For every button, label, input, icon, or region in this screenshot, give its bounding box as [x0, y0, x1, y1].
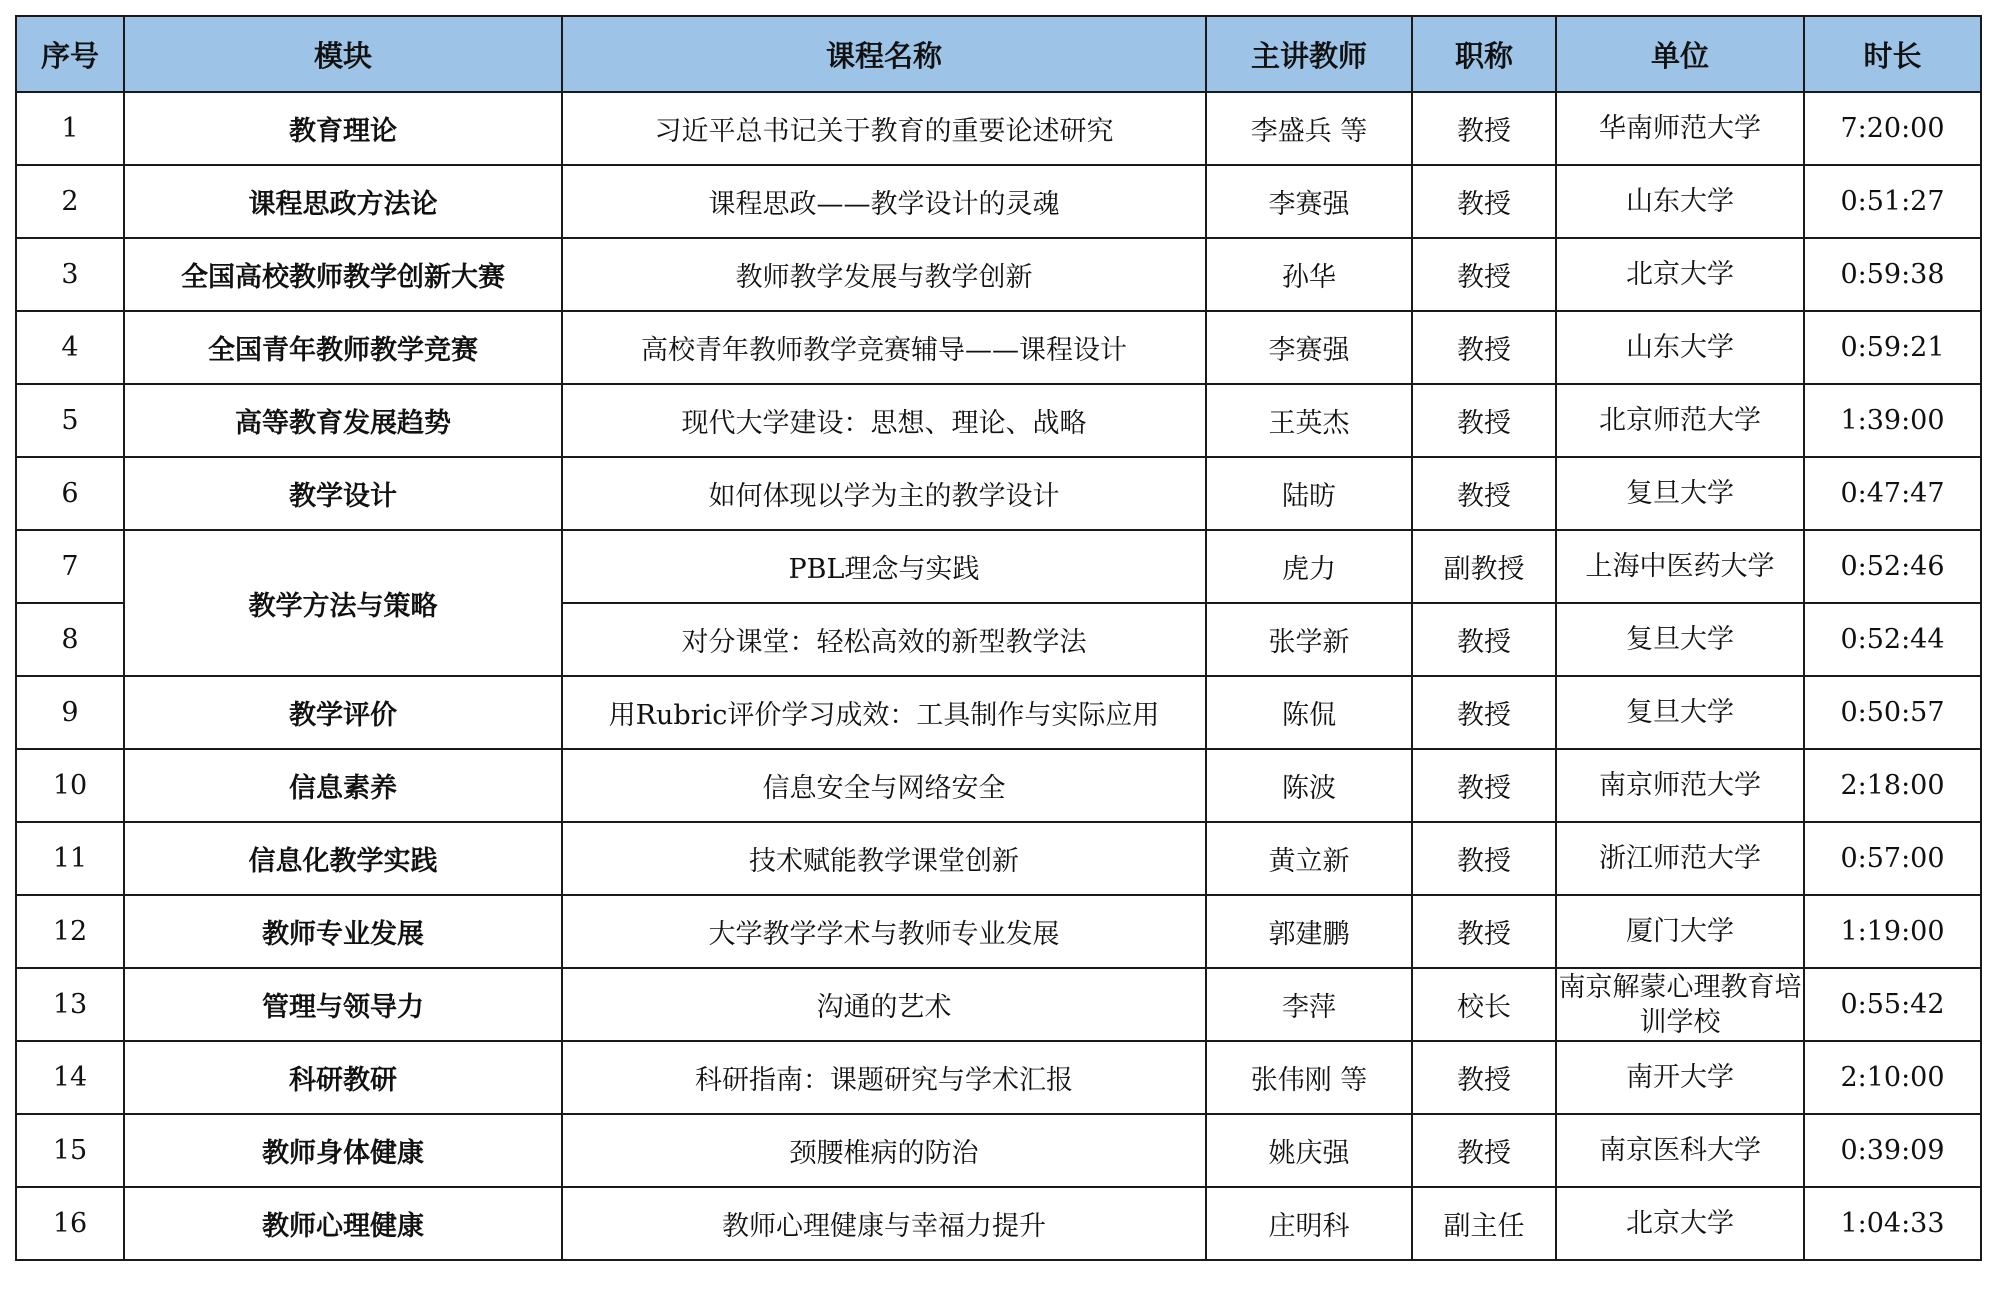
cell-duration: 0:51:27	[1804, 165, 1981, 238]
cell-org: 南开大学	[1556, 1041, 1804, 1114]
cell-org: 南京师范大学	[1556, 749, 1804, 822]
cell-course: 教师心理健康与幸福力提升	[562, 1187, 1206, 1260]
table-row	[16, 895, 1981, 968]
cell-no: 12	[16, 895, 124, 968]
cell-title: 教授	[1412, 1041, 1556, 1114]
cell-teacher: 李萍	[1206, 968, 1412, 1041]
cell-course: 信息安全与网络安全	[562, 749, 1206, 822]
cell-course: 课程思政——教学设计的灵魂	[562, 165, 1206, 238]
cell-duration: 0:39:09	[1804, 1114, 1981, 1187]
cell-duration: 0:59:21	[1804, 311, 1981, 384]
cell-duration: 0:59:38	[1804, 238, 1981, 311]
cell-title: 教授	[1412, 165, 1556, 238]
cell-duration: 0:47:47	[1804, 457, 1981, 530]
cell-title: 教授	[1412, 822, 1556, 895]
cell-org: 复旦大学	[1556, 603, 1804, 676]
header-duration: 时长	[1804, 16, 1981, 92]
cell-module: 教师心理健康	[124, 1187, 562, 1260]
cell-duration: 0:52:44	[1804, 603, 1981, 676]
cell-no: 6	[16, 457, 124, 530]
cell-duration: 0:50:57	[1804, 676, 1981, 749]
course-table	[15, 15, 1982, 1261]
table-row	[16, 1114, 1981, 1187]
cell-course: 用Rubric评价学习成效：工具制作与实际应用	[562, 676, 1206, 749]
cell-teacher: 陆昉	[1206, 457, 1412, 530]
cell-org: 厦门大学	[1556, 895, 1804, 968]
cell-teacher: 陈侃	[1206, 676, 1412, 749]
table-row	[16, 384, 1981, 457]
cell-title: 副主任	[1412, 1187, 1556, 1260]
table-row	[16, 165, 1981, 238]
cell-teacher: 陈波	[1206, 749, 1412, 822]
cell-title: 教授	[1412, 676, 1556, 749]
table-row	[16, 1041, 1981, 1114]
cell-teacher: 黄立新	[1206, 822, 1412, 895]
cell-teacher: 孙华	[1206, 238, 1412, 311]
cell-no: 14	[16, 1041, 124, 1114]
cell-module: 信息化教学实践	[124, 822, 562, 895]
cell-org: 南京医科大学	[1556, 1114, 1804, 1187]
cell-module: 管理与领导力	[124, 968, 562, 1041]
cell-course: 如何体现以学为主的教学设计	[562, 457, 1206, 530]
cell-module: 教学评价	[124, 676, 562, 749]
cell-teacher: 张伟刚 等	[1206, 1041, 1412, 1114]
header-module: 模块	[124, 16, 562, 92]
cell-no: 4	[16, 311, 124, 384]
header-course: 课程名称	[562, 16, 1206, 92]
table-row	[16, 822, 1981, 895]
cell-org: 北京大学	[1556, 238, 1804, 311]
cell-no: 3	[16, 238, 124, 311]
cell-teacher: 张学新	[1206, 603, 1412, 676]
cell-no: 8	[16, 603, 124, 676]
cell-no: 9	[16, 676, 124, 749]
cell-duration: 1:04:33	[1804, 1187, 1981, 1260]
cell-title: 副教授	[1412, 530, 1556, 603]
cell-title: 教授	[1412, 603, 1556, 676]
cell-course: 习近平总书记关于教育的重要论述研究	[562, 92, 1206, 165]
cell-course: 科研指南：课题研究与学术汇报	[562, 1041, 1206, 1114]
cell-no: 15	[16, 1114, 124, 1187]
cell-module: 科研教研	[124, 1041, 562, 1114]
cell-course: 技术赋能教学课堂创新	[562, 822, 1206, 895]
cell-module: 教师身体健康	[124, 1114, 562, 1187]
cell-duration: 1:39:00	[1804, 384, 1981, 457]
table-row	[16, 311, 1981, 384]
header-row	[16, 16, 1981, 92]
table-header	[16, 16, 1981, 92]
cell-org: 复旦大学	[1556, 457, 1804, 530]
cell-title: 教授	[1412, 1114, 1556, 1187]
header-no: 序号	[16, 16, 124, 92]
cell-org: 山东大学	[1556, 165, 1804, 238]
cell-org: 浙江师范大学	[1556, 822, 1804, 895]
cell-duration: 0:55:42	[1804, 968, 1981, 1041]
table-row	[16, 238, 1981, 311]
cell-duration: 0:52:46	[1804, 530, 1981, 603]
table-row	[16, 749, 1981, 822]
cell-org: 复旦大学	[1556, 676, 1804, 749]
cell-teacher: 李赛强	[1206, 311, 1412, 384]
header-teacher: 主讲教师	[1206, 16, 1412, 92]
cell-teacher: 姚庆强	[1206, 1114, 1412, 1187]
cell-module: 教育理论	[124, 92, 562, 165]
cell-title: 教授	[1412, 311, 1556, 384]
table-row	[16, 676, 1981, 749]
cell-teacher: 李赛强	[1206, 165, 1412, 238]
cell-teacher: 王英杰	[1206, 384, 1412, 457]
cell-teacher: 虎力	[1206, 530, 1412, 603]
cell-no: 7	[16, 530, 124, 603]
cell-teacher: 郭建鹏	[1206, 895, 1412, 968]
cell-module: 全国青年教师教学竞赛	[124, 311, 562, 384]
cell-title: 教授	[1412, 457, 1556, 530]
cell-no: 16	[16, 1187, 124, 1260]
cell-org: 华南师范大学	[1556, 92, 1804, 165]
cell-course: 高校青年教师教学竞赛辅导——课程设计	[562, 311, 1206, 384]
cell-course: PBL理念与实践	[562, 530, 1206, 603]
cell-org: 山东大学	[1556, 311, 1804, 384]
cell-module: 教学方法与策略	[124, 530, 562, 676]
cell-teacher: 庄明科	[1206, 1187, 1412, 1260]
cell-org: 南京解蒙心理教育培训学校	[1556, 968, 1804, 1041]
cell-module: 高等教育发展趋势	[124, 384, 562, 457]
cell-course: 现代大学建设：思想、理论、战略	[562, 384, 1206, 457]
cell-duration: 7:20:00	[1804, 92, 1981, 165]
cell-module: 教师专业发展	[124, 895, 562, 968]
table-row	[16, 457, 1981, 530]
cell-no: 1	[16, 92, 124, 165]
cell-title: 教授	[1412, 895, 1556, 968]
cell-title: 教授	[1412, 92, 1556, 165]
cell-org: 上海中医药大学	[1556, 530, 1804, 603]
cell-duration: 0:57:00	[1804, 822, 1981, 895]
cell-course: 颈腰椎病的防治	[562, 1114, 1206, 1187]
cell-no: 10	[16, 749, 124, 822]
cell-title: 校长	[1412, 968, 1556, 1041]
cell-module: 信息素养	[124, 749, 562, 822]
cell-no: 5	[16, 384, 124, 457]
table-row	[16, 968, 1981, 1041]
cell-module: 教学设计	[124, 457, 562, 530]
cell-duration: 2:18:00	[1804, 749, 1981, 822]
table-row	[16, 530, 1981, 603]
cell-course: 大学教学学术与教师专业发展	[562, 895, 1206, 968]
header-org: 单位	[1556, 16, 1804, 92]
cell-teacher: 李盛兵 等	[1206, 92, 1412, 165]
cell-course: 沟通的艺术	[562, 968, 1206, 1041]
table-row	[16, 92, 1981, 165]
cell-duration: 1:19:00	[1804, 895, 1981, 968]
cell-org: 北京大学	[1556, 1187, 1804, 1260]
cell-no: 2	[16, 165, 124, 238]
cell-title: 教授	[1412, 384, 1556, 457]
cell-module: 课程思政方法论	[124, 165, 562, 238]
table-body	[16, 92, 1981, 1260]
cell-duration: 2:10:00	[1804, 1041, 1981, 1114]
cell-course: 教师教学发展与教学创新	[562, 238, 1206, 311]
header-title: 职称	[1412, 16, 1556, 92]
cell-no: 13	[16, 968, 124, 1041]
cell-module: 全国高校教师教学创新大赛	[124, 238, 562, 311]
cell-title: 教授	[1412, 238, 1556, 311]
cell-title: 教授	[1412, 749, 1556, 822]
cell-org: 北京师范大学	[1556, 384, 1804, 457]
table-row	[16, 1187, 1981, 1260]
cell-course: 对分课堂：轻松高效的新型教学法	[562, 603, 1206, 676]
cell-no: 11	[16, 822, 124, 895]
